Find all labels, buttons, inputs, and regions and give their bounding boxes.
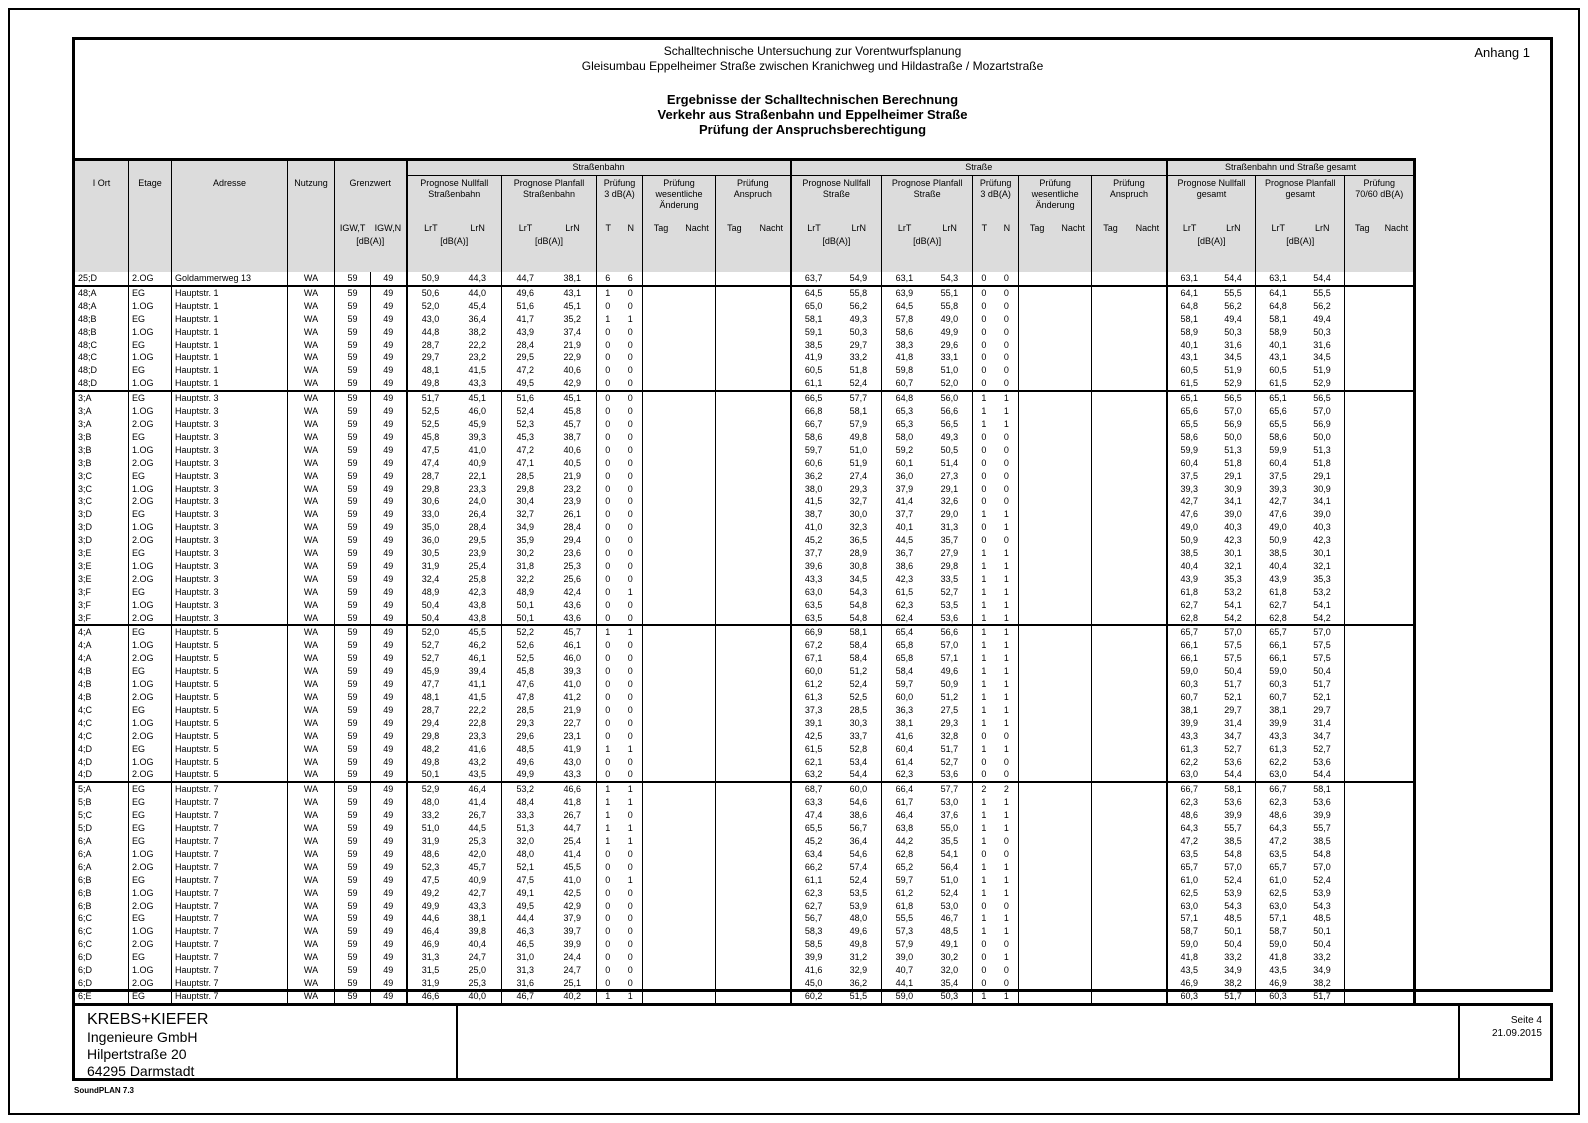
header-line-1: Schalltechnische Untersuchung zur Vorentwurfsplanung — [663, 44, 962, 58]
table-row: 3;F EG Hauptstr. 3 WA 59 49 48,9 42,3 48,9 42,4 0 1 63,0 54,3 61,5 52,7 1 1 61,8 53,2 61,8 53,2 — [74, 586, 1415, 599]
header-line-2: Gleisumbau Eppelheimer Straße zwischen Kranichweg und Hildastraße / Mozartstraße — [581, 59, 1044, 73]
table-row: 3;E EG Hauptstr. 3 WA 59 49 30,5 23,9 30,2 23,6 0 0 37,7 28,9 36,7 27,9 1 1 38,5 30,1 38,5 30,1 — [74, 547, 1415, 560]
head-spacer-nutzung — [288, 160, 335, 176]
table-row: 6;A EG Hauptstr. 7 WA 59 49 31,9 25,3 32,0 25,4 1 1 45,2 36,4 44,2 35,5 1 0 47,2 38,5 47,2 38,5 — [74, 835, 1415, 848]
col-header-planfall-strassenbahn: Prognose Planfall Straßenbahn — [502, 176, 597, 221]
table-row: 3;F 1.OG Hauptstr. 3 WA 59 49 50,4 43,8 50,1 43,6 0 0 63,5 54,8 62,3 53,5 1 1 62,7 54,1 62,7 54,1 — [74, 599, 1415, 612]
subheader-wesentliche-sb: Tag Nacht — [643, 220, 716, 272]
table-row: 48;D 1.OG Hauptstr. 1 WA 59 49 49,8 43,3 49,5 42,9 0 0 61,1 52,4 60,7 52,0 0 0 61,5 52,9 61,5 52,9 — [74, 377, 1415, 391]
group-header-gesamt: Straßenbahn und Straße gesamt — [1167, 160, 1415, 176]
table-row: 48;A EG Hauptstr. 1 WA 59 49 50,6 44,0 49,6 43,1 1 0 64,5 55,8 63,9 55,1 0 0 64,1 55,5 64,1 55,5 — [74, 286, 1415, 300]
report-title-1: Ergebnisse der Schalltechnischen Berechnung — [666, 92, 959, 107]
table-row: 4;B 2.OG Hauptstr. 5 WA 59 49 48,1 41,5 47,8 41,2 0 0 61,3 52,5 60,0 51,2 1 1 60,7 52,1 60,7 52,1 — [74, 691, 1415, 704]
table-row: 4;B EG Hauptstr. 5 WA 59 49 45,9 39,4 45,8 39,3 0 0 60,0 51,2 58,4 49,6 1 1 59,0 50,4 59,0 50,4 — [74, 665, 1415, 678]
footer — [72, 1003, 1553, 1081]
table-row: 6;D EG Hauptstr. 7 WA 59 49 31,3 24,7 31,0 24,4 0 0 39,9 31,2 39,0 30,2 0 1 41,8 33,2 41,8 33,2 — [74, 951, 1415, 964]
subheader-grenzwert: IGW,T IGW,N [dB(A)] — [335, 220, 407, 272]
col-header-wesentliche-sb: Prüfung wesentliche Änderung — [643, 176, 716, 221]
table-row: 6;B EG Hauptstr. 7 WA 59 49 47,5 40,9 47,5 41,0 0 1 61,1 52,4 59,7 51,0 1 1 61,0 52,4 61,0 52,4 — [74, 874, 1415, 887]
table-row: 4;D 1.OG Hauptstr. 5 WA 59 49 49,8 43,2 49,6 43,0 0 0 62,1 53,4 61,4 52,7 0 0 62,2 53,6 62,2 53,6 — [74, 756, 1415, 769]
table-row: 4;B 1.OG Hauptstr. 5 WA 59 49 47,7 41,1 47,6 41,0 0 0 61,2 52,4 59,7 50,9 1 1 60,3 51,7 60,3 51,7 — [74, 678, 1415, 691]
table-row: 3;B 2.OG Hauptstr. 3 WA 59 49 47,4 40,9 47,1 40,5 0 0 60,6 51,9 60,1 51,4 0 0 60,4 51,8 60,4 51,8 — [74, 457, 1415, 470]
head-spacer-iort — [74, 160, 129, 176]
col-header-nutzung: Nutzung — [288, 176, 335, 273]
col-header-adresse: Adresse — [172, 176, 288, 273]
table-row: 6;C 2.OG Hauptstr. 7 WA 59 49 46,9 40,4 46,5 39,9 0 0 58,5 49,8 57,9 49,1 0 0 59,0 50,4 59,0 50,4 — [74, 938, 1415, 951]
table-row: 6;D 2.OG Hauptstr. 7 WA 59 49 31,9 25,3 31,6 25,1 0 0 45,0 36,2 44,1 35,4 0 0 46,9 38,2 46,9 38,2 — [74, 977, 1415, 990]
table-row: 3;A 2.OG Hauptstr. 3 WA 59 49 52,5 45,9 52,3 45,7 0 0 66,7 57,9 65,3 56,5 1 1 65,5 56,9 65,5 56,9 — [74, 418, 1415, 431]
table-row: 6;E EG Hauptstr. 7 WA 59 49 46,6 40,0 46,7 40,2 1 1 60,2 51,5 59,0 50,3 1 1 60,3 51,7 60,3 51,7 — [74, 990, 1415, 1004]
group-header-strasse: Straße — [791, 160, 1167, 176]
subheader-7060: Tag Nacht — [1345, 220, 1415, 272]
table-row: 6;D 1.OG Hauptstr. 7 WA 59 49 31,5 25,0 31,3 24,7 0 0 41,6 32,9 40,7 32,0 0 0 43,5 34,9 43,5 34,9 — [74, 964, 1415, 977]
subheader-nullfall-sb: LrT LrN [dB(A)] — [407, 220, 502, 272]
table-row: 4;C 1.OG Hauptstr. 5 WA 59 49 29,4 22,8 29,3 22,7 0 0 39,1 30,3 38,1 29,3 1 1 39,9 31,4 39,9 31,4 — [74, 717, 1415, 730]
col-header-grenzwert: Grenzwert — [335, 176, 407, 221]
table-row: 48;C 1.OG Hauptstr. 1 WA 59 49 29,7 23,2 29,5 22,9 0 0 41,9 33,2 41,8 33,1 0 0 43,1 34,5 43,1 34,5 — [74, 351, 1415, 364]
col-header-pruefung3db-sb: Prüfung 3 dB(A) — [597, 176, 643, 221]
col-header-pruefung3db-st: Prüfung 3 dB(A) — [973, 176, 1019, 221]
head-spacer-etage — [129, 160, 172, 176]
subheader-planfall-st: LrT LrN [dB(A)] — [882, 220, 973, 272]
table-row: 4;A EG Hauptstr. 5 WA 59 49 52,0 45,5 52,2 45,7 1 1 66,9 58,1 65,4 56,6 1 1 65,7 57,0 65,7 57,0 — [74, 625, 1415, 639]
table-row: 6;C 1.OG Hauptstr. 7 WA 59 49 46,4 39,8 46,3 39,7 0 0 58,3 49,6 57,3 48,5 1 1 58,7 50,1 58,7 50,1 — [74, 925, 1415, 938]
table-row: 48;D EG Hauptstr. 1 WA 59 49 48,1 41,5 47,2 40,6 0 0 60,5 51,8 59,8 51,0 0 0 60,5 51,9 60,5 51,9 — [74, 364, 1415, 377]
col-header-planfall-strasse: Prognose Planfall Straße — [882, 176, 973, 221]
table-row: 5;D EG Hauptstr. 7 WA 59 49 51,0 44,5 51,3 44,7 1 1 65,5 56,7 63,8 55,0 1 1 64,3 55,7 64,3 55,7 — [74, 822, 1415, 835]
subheader-tn-st: T N — [973, 220, 1019, 272]
col-header-anspruch-sb: Prüfung Anspruch — [716, 176, 791, 221]
col-header-planfall-gesamt: Prognose Planfall gesamt — [1256, 176, 1345, 221]
col-header-nullfall-gesamt: Prognose Nullfall gesamt — [1167, 176, 1256, 221]
table-row: 48;A 1.OG Hauptstr. 1 WA 59 49 52,0 45,4 51,6 45,1 0 0 65,0 56,2 64,5 55,8 0 0 64,8 56,2 64,8 56,2 — [74, 300, 1415, 313]
table-row: 6;C EG Hauptstr. 7 WA 59 49 44,6 38,1 44,4 37,9 0 0 56,7 48,0 55,5 46,7 1 1 57,1 48,5 57,1 48,5 — [74, 912, 1415, 925]
group-header-strassenbahn: Straßenbahn — [407, 160, 791, 176]
head-spacer-adresse — [172, 160, 288, 176]
table-row: 4;D 2.OG Hauptstr. 5 WA 59 49 50,1 43,5 49,9 43,3 0 0 63,2 54,4 62,3 53,6 0 0 63,0 54,4 63,0 54,4 — [74, 768, 1415, 782]
subheader-planfall-sb: LrT LrN [dB(A)] — [502, 220, 597, 272]
table-row: 6;A 2.OG Hauptstr. 7 WA 59 49 52,3 45,7 52,1 45,5 0 0 66,2 57,4 65,2 56,4 1 1 65,7 57,0 65,7 57,0 — [74, 861, 1415, 874]
table-row: 48;B EG Hauptstr. 1 WA 59 49 43,0 36,4 41,7 35,2 1 1 58,1 49,3 57,8 49,0 0 0 58,1 49,4 58,1 49,4 — [74, 313, 1415, 326]
table-row: 4;C 2.OG Hauptstr. 5 WA 59 49 29,8 23,3 29,6 23,1 0 0 42,5 33,7 41,6 32,8 0 0 43,3 34,7 43,3 34,7 — [74, 730, 1415, 743]
company-block — [75, 1006, 458, 1078]
table-row: 3;D EG Hauptstr. 3 WA 59 49 33,0 26,4 32,7 26,1 0 0 38,7 30,0 37,7 29,0 1 1 47,6 39,0 47,6 39,0 — [74, 508, 1415, 521]
table-row: 6;A 1.OG Hauptstr. 7 WA 59 49 48,6 42,0 48,0 41,4 0 0 63,4 54,6 62,8 54,1 0 0 63,5 54,8 63,5 54,8 — [74, 848, 1415, 861]
table-row: 4;A 2.OG Hauptstr. 5 WA 59 49 52,7 46,1 52,5 46,0 0 0 67,1 58,4 65,8 57,1 1 1 66,1 57,5 66,1 57,5 — [74, 652, 1415, 665]
page-date: 21.09.2015 — [1491, 1028, 1542, 1039]
table-row: 3;E 2.OG Hauptstr. 3 WA 59 49 32,4 25,8 32,2 25,6 0 0 43,3 34,5 42,3 33,5 1 1 43,9 35,3 43,9 35,3 — [74, 573, 1415, 586]
table-row: 3;D 1.OG Hauptstr. 3 WA 59 49 35,0 28,4 34,9 28,4 0 0 41,0 32,3 40,1 31,3 0 1 49,0 40,3 49,0 40,3 — [74, 521, 1415, 534]
results-table — [72, 158, 1416, 1006]
subheader-nullfall-ges: LrT LrN [dB(A)] — [1167, 220, 1256, 272]
table-row: 5;C EG Hauptstr. 7 WA 59 49 33,2 26,7 33,3 26,7 1 0 47,4 38,6 46,4 37,6 1 1 48,6 39,9 48,6 39,9 — [74, 809, 1415, 822]
col-header-wesentliche-st: Prüfung wesentliche Änderung — [1019, 176, 1092, 221]
subheader-wesentliche-st: Tag Nacht — [1019, 220, 1092, 272]
table-row: 3;E 1.OG Hauptstr. 3 WA 59 49 31,9 25,4 31,8 25,3 0 0 39,6 30,8 38,6 29,8 1 1 40,4 32,1 40,4 32,1 — [74, 560, 1415, 573]
table-row: 3;B 1.OG Hauptstr. 3 WA 59 49 47,5 41,0 47,2 40,6 0 0 59,7 51,0 59,2 50,5 0 0 59,9 51,3 59,9 51,3 — [74, 444, 1415, 457]
table-row: 3;C EG Hauptstr. 3 WA 59 49 28,7 22,1 28,5 21,9 0 0 36,2 27,4 36,0 27,3 0 0 37,5 29,1 37,5 29,1 — [74, 470, 1415, 483]
table-row: 4;A 1.OG Hauptstr. 5 WA 59 49 52,7 46,2 52,6 46,1 0 0 67,2 58,4 65,8 57,0 1 1 66,1 57,5 66,1 57,5 — [74, 639, 1415, 652]
company-type: Ingenieure GmbH — [87, 1029, 198, 1045]
company-name: KREBS+KIEFER — [87, 1011, 209, 1028]
table-row: 48;C EG Hauptstr. 1 WA 59 49 28,7 22,2 28,4 21,9 0 0 38,5 29,7 38,3 29,6 0 0 40,1 31,6 40,1 31,6 — [74, 339, 1415, 352]
company-city: 64295 Darmstadt — [87, 1063, 195, 1079]
table-row: 3;D 2.OG Hauptstr. 3 WA 59 49 36,0 29,5 35,9 29,4 0 0 45,2 36,5 44,5 35,7 0 0 50,9 42,3 50,9 42,3 — [74, 534, 1415, 547]
table-row: 48;B 1.OG Hauptstr. 1 WA 59 49 44,8 38,2 43,9 37,4 0 0 59,1 50,3 58,6 49,9 0 0 58,9 50,3 58,9 50,3 — [74, 326, 1415, 339]
table-row: 25;D 2.OG Goldammerweg 13 WA 59 49 50,9 44,3 44,7 38,1 6 6 63,7 54,9 63,1 54,3 0 0 63,1 54,4 63,1 54,4 — [74, 272, 1415, 286]
head-spacer-grenzwert — [335, 160, 407, 176]
table-row: 3;C 1.OG Hauptstr. 3 WA 59 49 29,8 23,3 29,8 23,2 0 0 38,0 29,3 37,9 29,1 0 0 39,3 30,9 39,3 30,9 — [74, 483, 1415, 496]
table-row: 3;C 2.OG Hauptstr. 3 WA 59 49 30,6 24,0 30,4 23,9 0 0 41,5 32,7 41,4 32,6 0 0 42,7 34,1 42,7 34,1 — [74, 495, 1415, 508]
subheader-planfall-ges: LrT LrN [dB(A)] — [1256, 220, 1345, 272]
table-row: 3;A 1.OG Hauptstr. 3 WA 59 49 52,5 46,0 52,4 45,8 0 0 66,8 58,1 65,3 56,6 1 1 65,6 57,0 65,6 57,0 — [74, 405, 1415, 418]
page-number: Seite 4 — [1510, 1015, 1542, 1026]
subheader-tn-sb: T N — [597, 220, 643, 272]
table-row: 5;A EG Hauptstr. 7 WA 59 49 52,9 46,4 53,2 46,6 1 1 68,7 60,0 66,4 57,7 2 2 66,7 58,1 66,7 58,1 — [74, 782, 1415, 796]
subheader-nullfall-st: LrT LrN [dB(A)] — [791, 220, 882, 272]
results-tbody — [74, 272, 1415, 1004]
col-header-anspruch-st: Prüfung Anspruch — [1092, 176, 1167, 221]
results-table-wrapper — [72, 158, 1416, 1006]
table-row: 3;F 2.OG Hauptstr. 3 WA 59 49 50,4 43,8 50,1 43,6 0 0 63,5 54,8 62,4 53,6 1 1 62,8 54,2 62,8 54,2 — [74, 612, 1415, 626]
table-row: 4;C EG Hauptstr. 5 WA 59 49 28,7 22,2 28,5 21,9 0 0 37,3 28,5 36,3 27,5 1 1 38,1 29,7 38,1 29,7 — [74, 704, 1415, 717]
footer-middle-cell — [458, 1006, 1460, 1078]
table-row: 5;B EG Hauptstr. 7 WA 59 49 48,0 41,4 48,4 41,8 1 1 63,3 54,6 61,7 53,0 1 1 62,3 53,6 62,3 53,6 — [74, 796, 1415, 809]
subheader-anspruch-st: Tag Nacht — [1092, 220, 1167, 272]
document-header — [72, 44, 1553, 137]
table-row: 6;B 2.OG Hauptstr. 7 WA 59 49 49,9 43,3 49,5 42,9 0 0 62,7 53,9 61,8 53,0 0 0 63,0 54,3 63,0 54,3 — [74, 900, 1415, 913]
results-thead — [74, 160, 1415, 273]
subheader-anspruch-sb: Tag Nacht — [716, 220, 791, 272]
table-row: 3;A EG Hauptstr. 3 WA 59 49 51,7 45,1 51,6 45,1 0 0 66,5 57,7 64,8 56,0 1 1 65,1 56,5 65,1 56,5 — [74, 391, 1415, 405]
col-header-iort: I Ort — [74, 176, 129, 273]
col-header-nullfall-strasse: Prognose Nullfall Straße — [791, 176, 882, 221]
table-row: 3;B EG Hauptstr. 3 WA 59 49 45,8 39,3 45,3 38,7 0 0 58,6 49,8 58,0 49,3 0 0 58,6 50,0 58,6 50,0 — [74, 431, 1415, 444]
report-title-3: Prüfung der Anspruchsberechtigung — [698, 122, 927, 137]
page-info-block — [1460, 1006, 1550, 1078]
anhang-label: Anhang 1 — [1474, 45, 1530, 60]
report-title-2: Verkehr aus Straßenbahn und Eppelheimer Straße — [657, 107, 968, 122]
table-row: 6;B 1.OG Hauptstr. 7 WA 59 49 49,2 42,7 49,1 42,5 0 0 62,3 53,5 61,2 52,4 1 1 62,5 53,9 62,5 53,9 — [74, 887, 1415, 900]
col-header-pruefung7060: Prüfung 70/60 dB(A) — [1345, 176, 1415, 221]
col-header-nullfall-strassenbahn: Prognose Nullfall Straßenbahn — [407, 176, 502, 221]
col-header-etage: Etage — [129, 176, 172, 273]
table-row: 4;D EG Hauptstr. 5 WA 59 49 48,2 41,6 48,5 41,9 1 1 61,5 52,8 60,4 51,7 1 1 61,3 52,7 61,3 52,7 — [74, 743, 1415, 756]
software-label: SoundPLAN 7.3 — [74, 1086, 135, 1095]
company-street: Hilpertstraße 20 — [87, 1046, 187, 1062]
